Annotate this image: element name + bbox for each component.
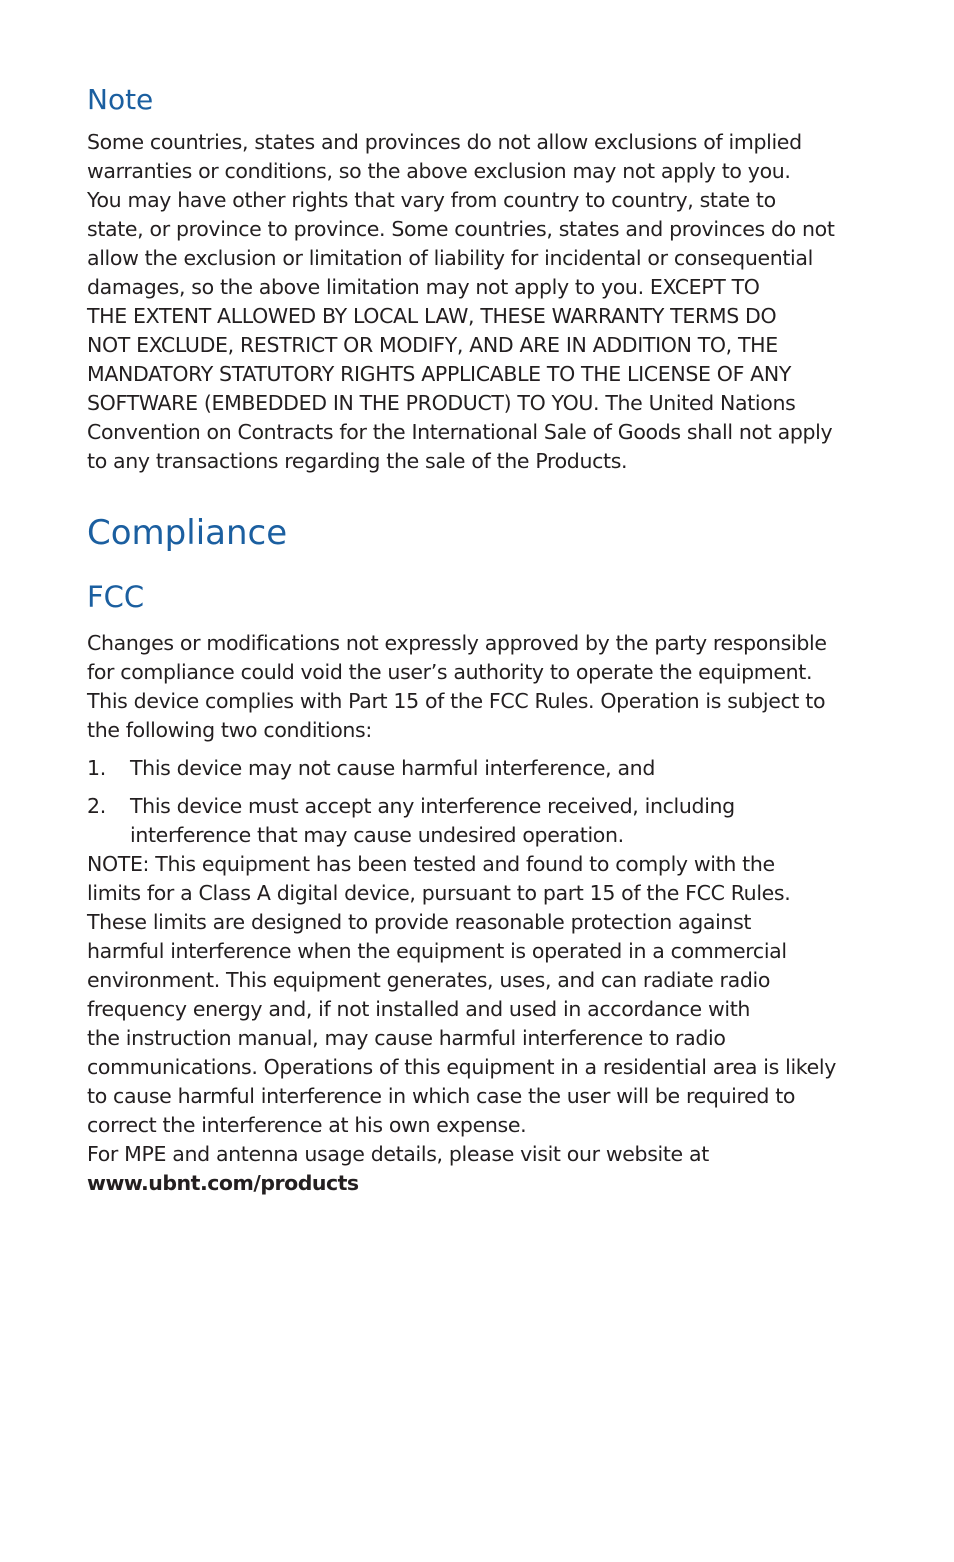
fcc-line: NOTE: This equipment has been tested and found to comply with the [87,852,775,876]
fcc-line: the following two conditions: [87,718,372,742]
fcc-line: environment. This equipment generates, uses, and can radiate radio [87,968,771,992]
fcc-part15-paragraph [87,687,877,745]
fcc-line: These limits are designed to provide reasonable protection against [87,910,752,934]
list-item-number: 1. [87,756,106,780]
note-line: allow the exclusion or limitation of liability for incidental or consequential [87,246,813,270]
fcc-line: correct the interference at his own expense. [87,1113,527,1137]
list-item-number: 2. [87,794,106,818]
list-item-line: This device must accept any interference received, including [130,794,735,818]
fcc-line: for compliance could void the user’s authority to operate the equipment. [87,660,813,684]
fcc-line: Changes or modifications not expressly approved by the party responsible [87,631,827,655]
note-line: Some countries, states and provinces do not allow exclusions of implied [87,130,802,154]
fcc-line: harmful interference when the equipment is operated in a commercial [87,939,787,963]
list-item [87,754,877,783]
list-item-line: This device may not cause harmful interference, and [130,756,655,780]
website-link[interactable]: www.ubnt.com/products [87,1171,359,1195]
mpe-paragraph [87,1140,877,1198]
fcc-line: communications. Operations of this equipment in a residential area is likely [87,1055,836,1079]
list-item [87,792,877,850]
fcc-class-a-note-paragraph [87,850,877,1140]
note-line: SOFTWARE (EMBEDDED IN THE PRODUCT) TO YOU. The United Nations [87,391,796,415]
note-line: state, or province to province. Some countries, states and provinces do not [87,217,835,241]
note-line: to any transactions regarding the sale of the Products. [87,449,628,473]
fcc-line: the instruction manual, may cause harmful interference to radio [87,1026,726,1050]
fcc-line: This device complies with Part 15 of the FCC Rules. Operation is subject to [87,689,826,713]
fcc-heading: FCC [87,580,145,614]
compliance-heading: Compliance [87,513,288,553]
note-line: warranties or conditions, so the above exclusion may not apply to you. [87,159,791,183]
note-heading: Note [87,83,154,116]
fcc-line: limits for a Class A digital device, pursuant to part 15 of the FCC Rules. [87,881,791,905]
note-line: You may have other rights that vary from country to country, state to [87,188,776,212]
note-line: Convention on Contracts for the International Sale of Goods shall not apply [87,420,833,444]
fcc-changes-paragraph [87,629,877,687]
list-item-line: interference that may cause undesired operation. [130,823,624,847]
note-line: NOT EXCLUDE, RESTRICT OR MODIFY, AND ARE IN ADDITION TO, THE [87,333,778,357]
note-line: MANDATORY STATUTORY RIGHTS APPLICABLE TO THE LICENSE OF ANY [87,362,792,386]
conditions-list [87,754,877,850]
mpe-line: For MPE and antenna usage details, please visit our website at [87,1142,709,1166]
note-line: THE EXTENT ALLOWED BY LOCAL LAW, THESE WARRANTY TERMS DO [87,304,777,328]
fcc-line: frequency energy and, if not installed and used in accordance with [87,997,751,1021]
fcc-line: to cause harmful interference in which case the user will be required to [87,1084,796,1108]
note-paragraph [87,128,877,476]
document-page [87,80,877,1198]
note-line: damages, so the above limitation may not apply to you. EXCEPT TO [87,275,760,299]
